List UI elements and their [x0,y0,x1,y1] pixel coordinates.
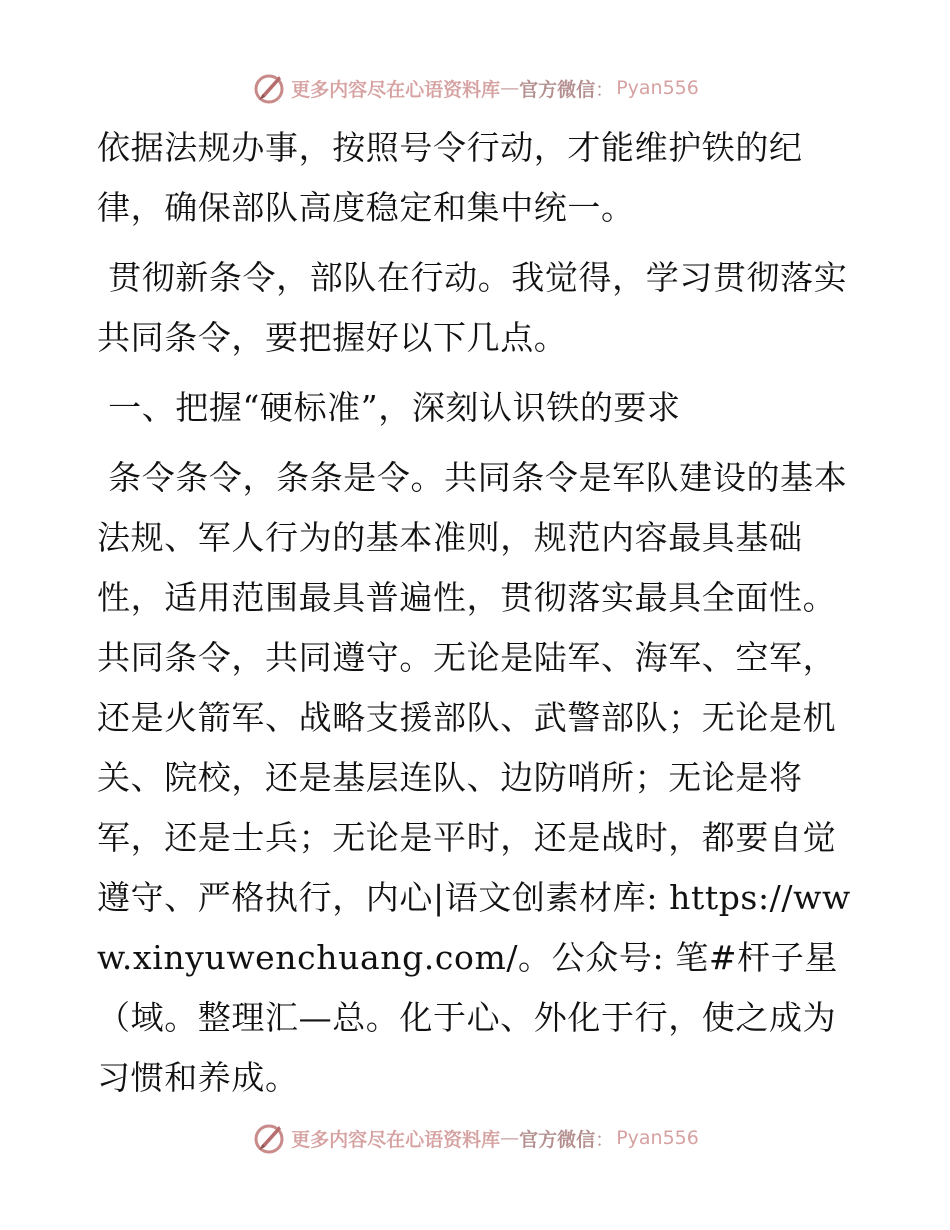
watermark-wechat-id: Pyan556 [616,1127,699,1149]
paragraph-2: 贯彻新条令，部队在行动。我觉得，学习贯彻落实共同条令，要把握好以下几点。 [97,258,848,357]
paragraph-1: 依据法规办事，按照号令行动，才能维护铁的纪律，确保部队高度稳定和集中统一。 [97,128,803,227]
watermark-text: 更多内容尽在心语资料库 [291,78,501,101]
watermark-colon: ： [595,78,615,101]
watermark-official-label: 官方微信 [519,1128,596,1151]
quill-pen-logo-icon [251,1120,287,1156]
quill-pen-logo-icon [251,70,287,106]
watermark-separator: — [500,1127,520,1149]
watermark-text: 更多内容尽在心语资料库 [291,1128,501,1151]
document-body [97,118,857,1108]
footer-watermark [0,1120,950,1156]
watermark-official-label: 官方微信 [519,78,596,101]
watermark-separator: — [500,77,520,99]
watermark-wechat-id: Pyan556 [616,77,699,99]
watermark-colon: ： [595,1128,615,1151]
header-watermark [0,70,950,106]
paragraph-3: 条令条令，条条是令。共同条令是军队建设的基本法规、军人行为的基本准则，规范内容最具基础性，适用范围最具普遍性，贯彻落实最具全面性。共同条令，共同遵守。无论是陆军、海军、空军，还是火箭军、战略支援部队、武警部队；无论是机关、院校，还是基层连队、边防哨所；无论是将军，还是士兵；无论是平时，还是战时，都要自觉遵守、严格执行，内心|语文创素材库: https://www.xinyuwenchuang.com/。公众号: 笔#杆子星（域。整理汇—总。化于心、外化于行，使之成为习惯和养成。 [97,458,851,1097]
section-heading: 一、把握“硬标准”，深刻认识铁的要求 [97,388,681,427]
